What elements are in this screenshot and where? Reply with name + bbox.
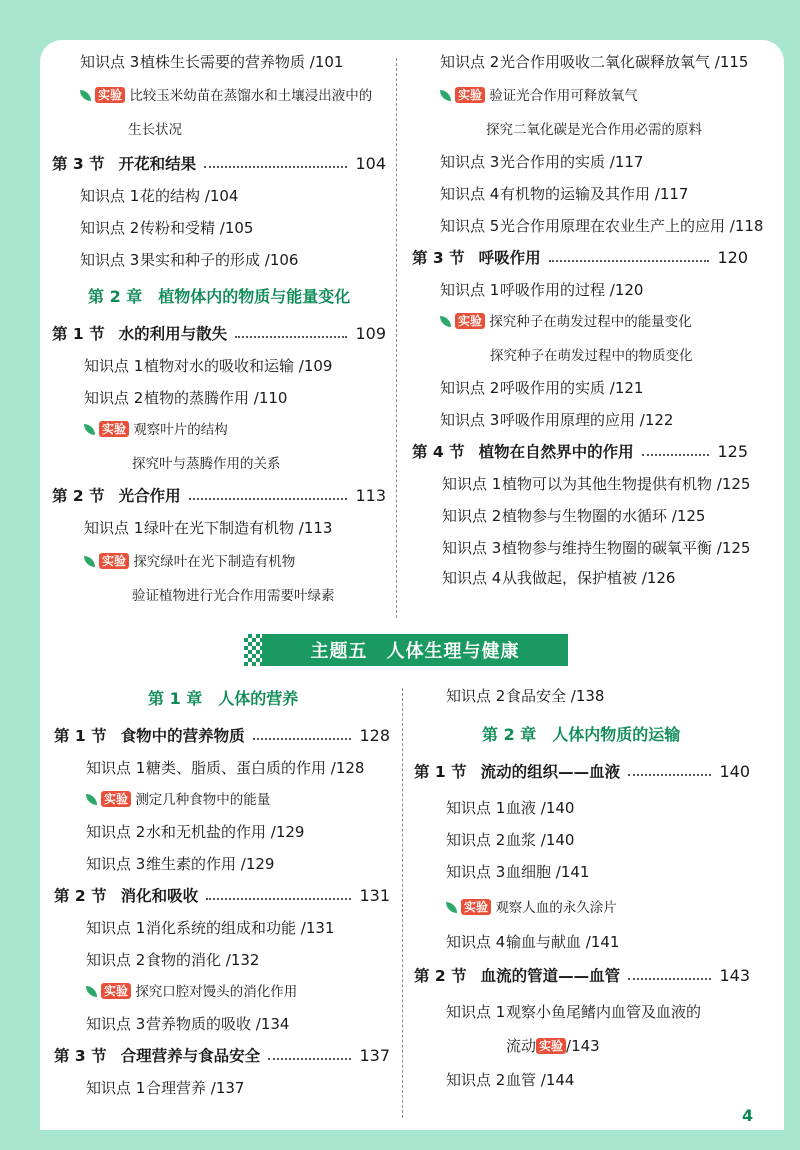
section-heading[interactable]: 第 1 节 流动的组织——血液 140 [414,762,750,781]
kp-line[interactable]: 知识点 2光合作用吸收二氧化碳释放氧气 /115 [440,53,749,71]
theme-banner[interactable] [244,634,568,666]
kp-line[interactable]: 知识点 1消化系统的组成和功能 /131 [86,919,335,937]
experiment-line[interactable]: 实验 观察叶片的结构 [84,420,228,440]
experiment-line[interactable]: 实验 探究口腔对馒头的消化作用 [86,982,297,1002]
kp-line[interactable]: 知识点 1血液 /140 [446,799,575,817]
section-heading[interactable]: 第 2 节 血流的管道——血管 143 [414,966,750,985]
section-heading[interactable]: 第 1 节 食物中的营养物质 128 [54,726,390,745]
experiment-badge: 实验 [536,1038,566,1054]
kp-line-cont: 流动 实验 /143 [506,1037,600,1055]
kp-line[interactable]: 知识点 1花的结构 /104 [80,187,239,205]
kp-line[interactable]: 知识点 3果实和种子的形成 /106 [80,251,299,269]
section-heading[interactable]: 第 2 节 消化和吸收 131 [54,886,390,905]
kp-line[interactable]: 知识点 3血细胞 /141 [446,863,590,881]
experiment-line-cont: 探究种子在萌发过程中的物质变化 [490,348,693,364]
leaf-icon [446,902,457,913]
kp-text: 植株生长需要的营养物质 /101 [140,53,344,71]
experiment-line-cont: 探究叶与蒸腾作用的关系 [132,456,281,472]
experiment-line[interactable]: 实验 测定几种食物中的能量 [86,790,270,810]
kp-line[interactable]: 知识点 3光合作用的实质 /117 [440,153,644,171]
kp-line[interactable]: 知识点 1糖类、脂质、蛋白质的作用 /128 [86,759,365,777]
kp-line[interactable]: 知识点 3植株生长需要的营养物质 /101 [80,53,344,71]
section-heading[interactable]: 第 3 节 开花和结果 104 [52,154,386,173]
kp-line[interactable]: 知识点 5光合作用原理在农业生产上的应用 /118 [440,217,764,235]
experiment-line-cont: 探究二氧化碳是光合作用必需的原料 [486,122,702,138]
chapter-heading[interactable]: 第 2 章 植物体内的物质与能量变化 [88,287,351,306]
kp-line[interactable]: 知识点 2水和无机盐的作用 /129 [86,823,305,841]
kp-prefix: 知识点 [80,53,126,71]
column-divider [402,688,403,1118]
kp-line[interactable]: 知识点 3植物参与维持生物圈的碳氧平衡 /125 [442,539,751,557]
kp-line[interactable]: 知识点 2血管 /144 [446,1071,575,1089]
section-heading[interactable]: 第 3 节 合理营养与食品安全 137 [54,1046,390,1065]
leaf-icon [80,90,91,101]
chapter-heading[interactable]: 第 2 章 人体内物质的运输 [482,725,681,744]
kp-line[interactable]: 知识点 4输血与献血 /141 [446,933,620,951]
kp-line[interactable]: 知识点 1合理营养 /137 [86,1079,245,1097]
leaf-icon [86,794,97,805]
kp-line[interactable]: 知识点 3营养物质的吸收 /134 [86,1015,290,1033]
leaf-icon [86,986,97,997]
kp-line[interactable]: 知识点 2传粉和受精 /105 [80,219,254,237]
kp-line[interactable]: 知识点 2血浆 /140 [446,831,575,849]
leaf-icon [440,90,451,101]
experiment-line[interactable]: 实验 比较玉米幼苗在蒸馏水和土壤浸出液中的 [80,86,372,106]
experiment-line[interactable]: 实验 观察人血的永久涂片 [446,898,617,918]
experiment-badge: 实验 [95,87,125,103]
section-heading[interactable]: 第 3 节 呼吸作用 120 [412,248,748,267]
section-heading[interactable]: 第 1 节 水的利用与散失 109 [52,324,386,343]
section-heading[interactable]: 第 4 节 植物在自然界中的作用 125 [412,442,748,461]
leader-dots [204,165,347,168]
checker-pattern [244,634,262,666]
kp-line[interactable]: 知识点 4有机物的运输及其作用 /117 [440,185,689,203]
kp-line[interactable]: 知识点 3呼吸作用原理的应用 /122 [440,411,674,429]
chapter-heading[interactable]: 第 1 章 人体的营养 [148,689,299,708]
kp-line[interactable]: 知识点 2植物参与生物圈的水循环 /125 [442,507,706,525]
column-divider [396,58,397,618]
experiment-line-cont: 验证植物进行光合作用需要叶绿素 [132,588,335,604]
kp-line[interactable]: 知识点 1呼吸作用的过程 /120 [440,281,644,299]
leaf-icon [84,424,95,435]
kp-line[interactable]: 知识点 3维生素的作用 /129 [86,855,275,873]
kp-line[interactable]: 知识点 1植物对水的吸收和运输 /109 [84,357,333,375]
kp-line[interactable]: 知识点 2呼吸作用的实质 /121 [440,379,644,397]
kp-line[interactable]: 知识点 1植物可以为其他生物提供有机物 /125 [442,475,751,493]
theme-banner-title: 主题五 人体生理与健康 [262,634,568,666]
kp-line[interactable]: 知识点 4从我做起，保护植被 /126 [442,569,676,587]
kp-line[interactable]: 知识点 1绿叶在光下制造有机物 /113 [84,519,333,537]
experiment-line[interactable]: 实验 验证光合作用可释放氧气 [440,86,638,106]
experiment-line[interactable]: 实验 探究种子在萌发过程中的能量变化 [440,312,692,332]
experiment-line-cont: 生长状况 [128,122,182,138]
experiment-line[interactable]: 实验 探究绿叶在光下制造有机物 [84,552,295,572]
section-heading[interactable]: 第 2 节 光合作用 113 [52,486,386,505]
page-number: 4 [742,1106,754,1125]
kp-line[interactable]: 知识点 2植物的蒸腾作用 /110 [84,389,288,407]
toc-page [40,40,784,1130]
kp-line[interactable]: 知识点 1观察小鱼尾鳍内血管及血液的 [446,1003,702,1021]
kp-line[interactable]: 知识点 2食物的消化 /132 [86,951,260,969]
kp-line[interactable]: 知识点 2食品安全 /138 [446,687,605,705]
leaf-icon [440,316,451,327]
leaf-icon [84,556,95,567]
